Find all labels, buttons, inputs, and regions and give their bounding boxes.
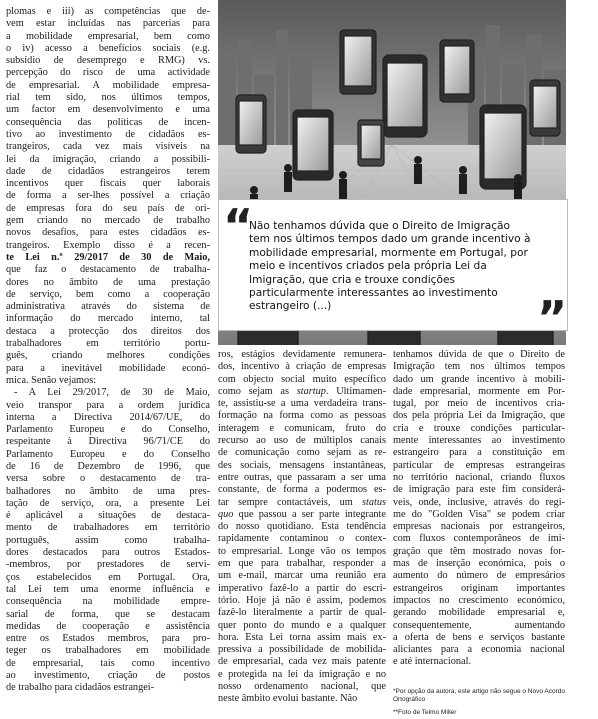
text-line: te, assistiu-se a uma verdadeira trans- xyxy=(218,398,386,410)
text-line: des sociais, mensagens instantâneas, xyxy=(218,459,386,471)
text-line: destaca a protecção dos direitos dos xyxy=(6,325,210,337)
text-line: dade de cidadãos estrangeiros terem xyxy=(6,165,210,177)
text-line: a mobilidade empresarial, bem como xyxy=(6,30,210,42)
text-line: constante, de forma a podermos es- xyxy=(218,484,386,496)
text-line: um factor em desenvolvimento e uma xyxy=(6,104,210,116)
text-line: mas de inserção económica, pois o xyxy=(393,558,565,570)
article-column-2 xyxy=(218,349,386,706)
text-line: plomas e iii) as competências que de- xyxy=(6,6,210,17)
text-line: aumento do número de empresários xyxy=(393,570,565,582)
text-line: quo que passou a ser parte integrante xyxy=(218,508,386,520)
text-line: com fluxos contemporâneos de imi- xyxy=(393,533,565,545)
text-line: ros, estágios devidamente remunera- xyxy=(218,349,386,360)
text-line: cria e trouxe condições particular- xyxy=(393,422,565,434)
text-line: de empresarial. A mobilidade empresa- xyxy=(6,79,210,91)
text-line: tugal, por meio de incentivos cria- xyxy=(393,398,565,410)
text-line: Parlamento Europeu e do Conselho xyxy=(6,448,210,460)
text-line: de comunicação como sejam as re- xyxy=(218,447,386,459)
pull-quote-text: Não tenhamos dúvida que o Direito de Imigração tem nos últimos tempos dado um grande incentivo à mobilidade empresarial, mormente em Portugal, por meio e incentivos criados pela própria Lei da Imigração, que cria e trouxe condições particularmente interessantes ao investimento estrangeiro (...) xyxy=(249,220,531,313)
text-line: ços estabelecidos em Portugal. Ora, xyxy=(6,571,210,583)
text-line: com objecto social muito específico xyxy=(218,373,386,385)
text-line: gerando mobilidade empresarial e, xyxy=(393,607,565,619)
text-line: dores no âmbito de uma prestação xyxy=(6,276,210,288)
text-line: consequentemente, aumentando xyxy=(393,619,565,631)
text-line: e protegida na lei da imigração e no xyxy=(218,668,386,680)
text-line: é aplicável a situações de destaca- xyxy=(6,510,210,522)
text-line: do nosso quotidiano. Esta tendência xyxy=(218,521,386,533)
text-line: aliciantes para a economia nacional xyxy=(393,644,565,656)
text-line: tenhamos dúvida de que o Direito de xyxy=(393,349,565,360)
text-line: mica. Senão vejamos: xyxy=(6,374,97,386)
text-line: dade empresarial, mormente em Por- xyxy=(393,385,565,397)
text-line: de serviço, bem como a cooperação xyxy=(6,288,210,300)
pull-quote xyxy=(218,199,568,345)
text-line: de trabalho para cidadãos estrangei- xyxy=(6,682,155,694)
text-line: percepção do risco de uma actividade xyxy=(6,67,210,79)
text-line: no território nacional, criando fluxos xyxy=(393,471,565,483)
text-line: tório. Hoje já não é assim, podemos xyxy=(218,594,386,606)
text-line: de empresarial, cada vez mais patente xyxy=(218,656,386,668)
text-line: interna a Directiva 2014/67/UE, do xyxy=(6,411,210,423)
text-line: português, assim como trabalha- xyxy=(6,534,210,546)
text-line: vem estar incluídas nas parcerias para xyxy=(6,18,210,30)
text-line: incentivos quer fiscais quer laborais xyxy=(6,178,210,190)
text-line: dos, incentivo à criação de empresas xyxy=(218,361,386,373)
text-line: rapidamente contaminou o contex- xyxy=(218,533,386,545)
text-line: dores destacados para outros Estados- xyxy=(6,547,210,559)
text-line: de imigração para este fim considerá- xyxy=(393,484,565,496)
text-line: tivo ao investimento de cidadãos es- xyxy=(6,128,210,140)
text-line: entre os Estados membros, para pro- xyxy=(6,633,210,645)
text-line: fazê-lo literalmente a partir de qual- xyxy=(218,607,386,619)
text-line: dado um grande incentivo à mobili- xyxy=(393,373,565,385)
text-line: o iv) acesso a benefícios sociais (e.g. xyxy=(6,42,210,54)
text-line: e até internacional. xyxy=(393,656,472,668)
text-line: para a inevitável mobilidade econó- xyxy=(6,362,210,374)
close-quote-mark: ” xyxy=(537,291,568,345)
text-line: de forma a ser-lhes possível a criação xyxy=(6,190,210,202)
text-line: a oferta de bens e serviços bastante xyxy=(393,631,565,643)
article-column-1 xyxy=(6,6,210,695)
text-line: tação de serviço, ora, a presente Lei xyxy=(6,497,210,509)
text-line: empresas nacionais por estrangeiros, xyxy=(393,521,565,533)
text-line: como sejam as startup. Ultimamen- xyxy=(218,385,386,397)
text-line: que faz o destacamento de trabalha- xyxy=(6,264,210,276)
text-line: medidas de cooperação e assistência xyxy=(6,620,210,632)
text-line: quer ponto do mundo e a qualquer xyxy=(218,619,386,631)
text-line: respeitante à Directiva 96/71/CE do xyxy=(6,436,210,448)
text-line: recurso ao uso de múltiplos canais xyxy=(218,435,386,447)
text-line: de 16 de Dezembro de 1996, que xyxy=(6,460,210,472)
footnote-spelling: *Por opção da autora, este artigo não segue o Novo Acordo xyxy=(393,688,566,695)
footnote-photo-credit: **Foto de Telmo Miller xyxy=(393,709,457,716)
text-line: entre outras, que passaram a ser uma xyxy=(218,471,386,483)
text-line: estrangeiros originam importantes xyxy=(393,582,565,594)
text-line: um e-mail, marcar uma reunião era xyxy=(218,570,386,582)
text-line: ao investimento, criação de postos xyxy=(6,670,210,682)
text-line: consequência na mobilidade empre- xyxy=(6,596,210,608)
text-line: gração que têm mostrado novas for- xyxy=(393,545,565,557)
text-line: particular de empresas estrangeiras xyxy=(393,459,565,471)
text-line: novos desafios, para estes cidadãos es- xyxy=(6,227,210,239)
text-line: te Lei n.º 29/2017 de 30 de Maio, xyxy=(6,251,210,263)
text-line: veis, onde, inclusive, através do regi- xyxy=(393,496,565,508)
article-column-3 xyxy=(393,349,565,669)
text-line: Imigração tem nos últimos tempos xyxy=(393,361,565,373)
text-line: mento de trabalhadores em território xyxy=(6,522,210,534)
text-line: guês, criando melhores condições xyxy=(6,350,210,362)
text-line: em que para trabalhar, responder a xyxy=(218,558,386,570)
text-line: hora. Esta Lei torna assim mais ex- xyxy=(218,631,386,643)
text-line: veio transpor para a ordem jurídica xyxy=(6,399,210,411)
open-quote-mark: “ xyxy=(223,199,254,253)
text-line: lei da imigração, criando a possibili- xyxy=(6,153,210,165)
text-line: tar sempre contactáveis, um status xyxy=(218,496,386,508)
text-line: consequência das políticas de incen- xyxy=(6,116,210,128)
text-line: rial tem sido, nos últimos tempos, xyxy=(6,92,210,104)
text-line: interagem e comunicam, fruto do xyxy=(218,422,386,434)
text-line: neste âmbito evolui bastante. Não xyxy=(218,693,358,705)
text-line: tal Lei tem uma enorme influência e xyxy=(6,583,210,595)
text-line: teger os trabalhadores em mobilidade xyxy=(6,645,210,657)
text-line: nosso ordenamento nacional, que xyxy=(218,681,386,693)
text-line: -membros, por prestadores de servi- xyxy=(6,559,210,571)
text-line: subsídio de desemprego e RMG) vs. xyxy=(6,55,210,67)
text-line: versa sobre o destacamento de tra- xyxy=(6,473,210,485)
text-line: sarial de forma, que se destacam xyxy=(6,608,210,620)
text-line: to empresarial. Longe vão os tempos xyxy=(218,545,386,557)
text-line: estrangeiro para a constituição em xyxy=(393,447,565,459)
text-line: informação do mercado interno, tal xyxy=(6,313,210,325)
text-line: trangeiros. Exemplo disso é a recen- xyxy=(6,239,210,251)
text-line: impactos no crescimento económico, xyxy=(393,594,565,606)
text-line: trangeiros, cada vez mais visíveis na xyxy=(6,141,210,153)
text-line: formação na forma como as pessoas xyxy=(218,410,386,422)
text-line: de empresas fora do seu país de ori- xyxy=(6,202,210,214)
text-line: pressiva a possibilidade de mobilida- xyxy=(218,644,386,656)
footnote-spelling-cont: Ortográfico xyxy=(393,696,426,703)
text-line: dos pela própria Lei da Imigração, que xyxy=(393,410,565,422)
text-line: Parlamento Europeu e do Conselho, xyxy=(6,424,210,436)
text-line: de empresarial, tais como incentivo xyxy=(6,657,210,669)
text-line: trabalhadores em território portu- xyxy=(6,338,210,350)
text-line: mente interessantes ao investimento xyxy=(393,435,565,447)
text-line: imperativo fazê-lo a partir do escri- xyxy=(218,582,386,594)
text-line: balhadores no âmbito de uma pres- xyxy=(6,485,210,497)
text-line: administrativa através do sistema de xyxy=(6,301,210,313)
text-line: gem criando no mercado de trabalho xyxy=(6,215,210,227)
text-line: - A Lei 29/2017, de 30 de Maio, xyxy=(14,387,210,399)
text-line: me do "Golden Visa" se podem criar xyxy=(393,508,565,520)
